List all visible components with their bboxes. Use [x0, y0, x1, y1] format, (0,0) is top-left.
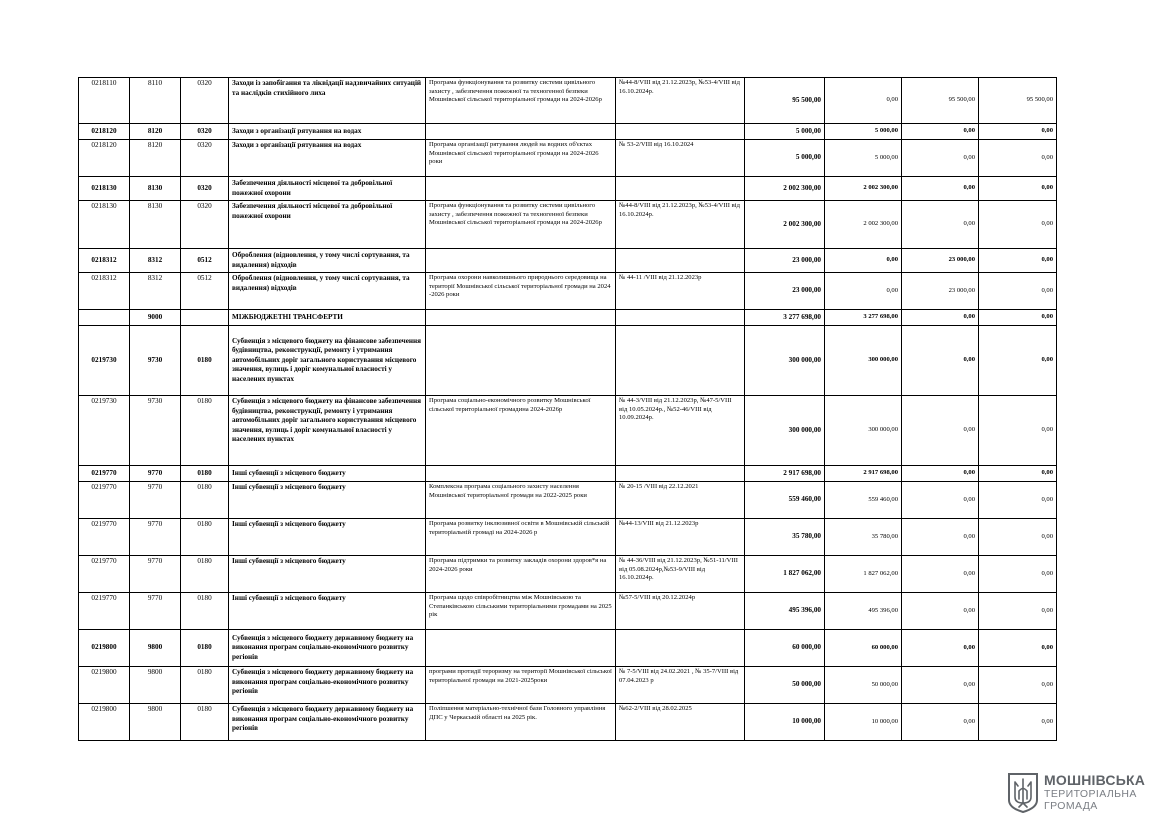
cell-classification-code: 0512 [181, 273, 229, 310]
cell-classification-code: 0320 [181, 177, 229, 201]
table-row [79, 78, 1057, 124]
cell-program-name: Забезпечення діяльності місцевої та добровільної пожежної охорони [229, 201, 426, 249]
cell-classification-code: 0180 [181, 396, 229, 466]
cell-function-code: 9730 [130, 396, 181, 466]
cell-general-fund: 50 000,00 [825, 667, 902, 704]
cell-development-budget: 0,00 [979, 630, 1057, 667]
cell-target-program [426, 310, 616, 326]
logo-subtitle-2: ГРОМАДА [1044, 800, 1098, 812]
cell-decision-ref [616, 310, 745, 326]
cell-decision-ref [616, 466, 745, 482]
table-row [79, 396, 1057, 466]
cell-general-fund: 2 002 300,00 [825, 177, 902, 201]
cell-special-fund: 0,00 [902, 310, 979, 326]
cell-function-code: 8312 [130, 249, 181, 273]
cell-function-code: 8110 [130, 78, 181, 124]
cell-development-budget: 0,00 [979, 704, 1057, 741]
cell-program-code: 0219770 [79, 466, 130, 482]
cell-decision-ref: №57-5/VIII від 20.12.2024р [616, 593, 745, 630]
cell-program-code: 0218120 [79, 124, 130, 140]
cell-special-fund: 0,00 [902, 140, 979, 177]
cell-function-code: 9770 [130, 593, 181, 630]
cell-general-fund: 0,00 [825, 249, 902, 273]
cell-special-fund: 0,00 [902, 593, 979, 630]
cell-special-fund: 23 000,00 [902, 273, 979, 310]
cell-development-budget: 0,00 [979, 124, 1057, 140]
cell-general-fund: 5 000,00 [825, 124, 902, 140]
table-row-summary [79, 630, 1057, 667]
cell-special-fund: 0,00 [902, 630, 979, 667]
cell-program-code: 0219730 [79, 326, 130, 396]
cell-total: 5 000,00 [745, 140, 825, 177]
table-row [79, 593, 1057, 630]
cell-function-code: 9800 [130, 630, 181, 667]
cell-special-fund: 0,00 [902, 482, 979, 519]
cell-target-program: Програма охорони навколишнього природнього середовища на території Мошнівської сільської територіальної громади на 2024 -2026 роки [426, 273, 616, 310]
cell-program-name: Заходи з організації рятування на водах [229, 140, 426, 177]
cell-general-fund: 2 917 698,00 [825, 466, 902, 482]
cell-program-name: Субвенція з місцевого бюджету державному бюджету на виконання програм соціально-економічного розвитку регіонів [229, 704, 426, 741]
cell-program-code [79, 310, 130, 326]
cell-development-budget: 0,00 [979, 482, 1057, 519]
cell-total: 5 000,00 [745, 124, 825, 140]
cell-program-code: 0218130 [79, 201, 130, 249]
cell-decision-ref: №44-8/VIII від 21.12.2023р, №53-4/VIII від 16.10.2024р. [616, 201, 745, 249]
cell-special-fund: 0,00 [902, 396, 979, 466]
cell-development-budget: 0,00 [979, 593, 1057, 630]
cell-decision-ref: №62-2/VIII від 28.02.2025 [616, 704, 745, 741]
table-row [79, 704, 1057, 741]
cell-function-code: 8312 [130, 273, 181, 310]
cell-program-code: 0218110 [79, 78, 130, 124]
cell-development-budget: 0,00 [979, 466, 1057, 482]
cell-function-code: 9000 [130, 310, 181, 326]
cell-general-fund: 10 000,00 [825, 704, 902, 741]
table-body [79, 78, 1057, 741]
cell-decision-ref [616, 124, 745, 140]
cell-target-program [426, 177, 616, 201]
cell-development-budget: 0,00 [979, 667, 1057, 704]
cell-program-code: 0219770 [79, 556, 130, 593]
cell-classification-code: 0180 [181, 466, 229, 482]
cell-program-code: 0219770 [79, 593, 130, 630]
cell-program-code: 0219770 [79, 519, 130, 556]
cell-program-code: 0218312 [79, 249, 130, 273]
cell-program-name: Інші субвенції з місцевого бюджету [229, 556, 426, 593]
cell-development-budget: 0,00 [979, 177, 1057, 201]
cell-total: 23 000,00 [745, 273, 825, 310]
cell-decision-ref: № 7-5/VIII від 24.02.2021 , № 35-7/VIII від 07.04.2023 р [616, 667, 745, 704]
cell-general-fund: 1 827 062,00 [825, 556, 902, 593]
cell-decision-ref: № 20-15 /VIII від 22.12.2021 [616, 482, 745, 519]
cell-total: 2 002 300,00 [745, 177, 825, 201]
cell-classification-code: 0512 [181, 249, 229, 273]
cell-program-name: Інші субвенції з місцевого бюджету [229, 593, 426, 630]
cell-program-code: 0218130 [79, 177, 130, 201]
cell-function-code: 9730 [130, 326, 181, 396]
cell-function-code: 9800 [130, 667, 181, 704]
cell-function-code: 8130 [130, 177, 181, 201]
cell-special-fund: 0,00 [902, 124, 979, 140]
cell-development-budget: 95 500,00 [979, 78, 1057, 124]
table-row [79, 273, 1057, 310]
cell-program-code: 0219800 [79, 630, 130, 667]
cell-program-code: 0219800 [79, 667, 130, 704]
cell-special-fund: 0,00 [902, 466, 979, 482]
cell-development-budget: 0,00 [979, 273, 1057, 310]
cell-general-fund: 35 780,00 [825, 519, 902, 556]
cell-total: 2 002 300,00 [745, 201, 825, 249]
table-row [79, 482, 1057, 519]
cell-classification-code: 0320 [181, 124, 229, 140]
cell-program-name: Інші субвенції з місцевого бюджету [229, 466, 426, 482]
cell-classification-code: 0320 [181, 201, 229, 249]
cell-target-program [426, 466, 616, 482]
cell-decision-ref [616, 249, 745, 273]
cell-program-name: Заходи із запобігання та ліквідації надзвичайних ситуацій та наслідків стихійного лиха [229, 78, 426, 124]
cell-classification-code: 0180 [181, 593, 229, 630]
cell-program-code: 0219770 [79, 482, 130, 519]
cell-function-code: 8130 [130, 201, 181, 249]
cell-decision-ref [616, 630, 745, 667]
cell-target-program: Комплексна програма соціального захисту населення Мошнівської територіальної громади на 2022-2025 роки [426, 482, 616, 519]
cell-program-name: МІЖБЮДЖЕТНІ ТРАНСФЕРТИ [229, 310, 426, 326]
cell-general-fund: 5 000,00 [825, 140, 902, 177]
cell-program-name: Забезпечення діяльності місцевої та добровільної пожежної охорони [229, 177, 426, 201]
cell-program-code: 0218120 [79, 140, 130, 177]
cell-target-program [426, 630, 616, 667]
cell-development-budget: 0,00 [979, 140, 1057, 177]
cell-development-budget: 0,00 [979, 310, 1057, 326]
table-row [79, 556, 1057, 593]
cell-target-program: Програма розвитку інклюзивної освіти в Мошнівській сільській територіальній громаді на 2024-2026 р [426, 519, 616, 556]
cell-general-fund: 300 000,00 [825, 396, 902, 466]
cell-total: 10 000,00 [745, 704, 825, 741]
cell-function-code: 9770 [130, 556, 181, 593]
cell-decision-ref: №44-8/VIII від 21.12.2023р, №53-4/VIII від 16.10.2024р. [616, 78, 745, 124]
cell-general-fund: 3 277 698,00 [825, 310, 902, 326]
table-row [79, 667, 1057, 704]
cell-total: 300 000,00 [745, 396, 825, 466]
table-row-summary [79, 326, 1057, 396]
cell-program-name: Субвенція з місцевого бюджету державному бюджету на виконання програм соціально-економічного розвитку регіонів [229, 667, 426, 704]
table-row-summary [79, 466, 1057, 482]
cell-general-fund: 559 460,00 [825, 482, 902, 519]
logo-subtitle-1: ТЕРИТОРІАЛЬНА [1044, 788, 1137, 800]
cell-target-program [426, 326, 616, 396]
cell-total: 495 396,00 [745, 593, 825, 630]
table-row [79, 201, 1057, 249]
cell-classification-code: 0180 [181, 326, 229, 396]
cell-classification-code: 0180 [181, 482, 229, 519]
cell-decision-ref: № 44-3/VIII від 21.12.2023р, №47-5/VIII від 10.05.2024р., №52-46/VIII від 10.09.2024р. [616, 396, 745, 466]
cell-target-program: Програма соціально-економічного розвитку Мошнівської сільської територіальної громадина 2024-2026р [426, 396, 616, 466]
cell-program-code: 0219730 [79, 396, 130, 466]
cell-general-fund: 2 002 300,00 [825, 201, 902, 249]
table-row-summary [79, 124, 1057, 140]
cell-target-program [426, 124, 616, 140]
cell-decision-ref: № 44-36/VIII від 21.12.2023р, №51-11/VIII від 05.08.2024р,№53-9/VIII від 16.10.2024р. [616, 556, 745, 593]
cell-classification-code: 0320 [181, 140, 229, 177]
cell-development-budget: 0,00 [979, 556, 1057, 593]
cell-target-program: Поліпшення матеріально-технічної бази Головного управління ДПС у Черкаській області на 2025 рік. [426, 704, 616, 741]
cell-target-program: Програма функціонування та розвитку системи цивільного захисту , забезпечення пожежної та техногенної безпеки Мошнівської сільської територіальної громади на 2024-2026р [426, 78, 616, 124]
cell-program-name: Оброблення (відновлення, у тому числі сортування, та видалення) відходів [229, 273, 426, 310]
cell-special-fund: 0,00 [902, 326, 979, 396]
cell-total: 1 827 062,00 [745, 556, 825, 593]
cell-special-fund: 95 500,00 [902, 78, 979, 124]
cell-special-fund: 0,00 [902, 704, 979, 741]
cell-total: 50 000,00 [745, 667, 825, 704]
logo-title: МОШНІВСЬКА [1044, 772, 1146, 788]
cell-target-program: Програма підтримки та розвитку закладів охорони здоров*я на 2024-2026 роки [426, 556, 616, 593]
cell-special-fund: 23 000,00 [902, 249, 979, 273]
cell-program-name: Інші субвенції з місцевого бюджету [229, 519, 426, 556]
cell-target-program: Програма організації рятування людей на водних об'єктах Мошнівської сільської територіальної громади на 2024-2026 роки [426, 140, 616, 177]
cell-classification-code: 0180 [181, 556, 229, 593]
cell-program-name: Субвенція з місцевого бюджету на фінансове забезпечення будівництва, реконструкції, ремонту і утримання автомобільних доріг загального користування місцевого значення, вулиць і доріг комунальної власності у населених пунктах [229, 326, 426, 396]
cell-total: 60 000,00 [745, 630, 825, 667]
cell-program-name: Субвенція з місцевого бюджету державному бюджету на виконання програм соціально-економічного розвитку регіонів [229, 630, 426, 667]
cell-special-fund: 0,00 [902, 667, 979, 704]
table-row [79, 140, 1057, 177]
cell-function-code: 9770 [130, 466, 181, 482]
cell-decision-ref: № 53-2/VIII від 16.10.2024 [616, 140, 745, 177]
cell-decision-ref [616, 326, 745, 396]
cell-development-budget: 0,00 [979, 249, 1057, 273]
cell-target-program: Програма щодо співробітництва між Мошнівською та Степанківською сільськими територіальними громадами на 2025 рік [426, 593, 616, 630]
cell-total: 95 500,00 [745, 78, 825, 124]
cell-special-fund: 0,00 [902, 177, 979, 201]
cell-program-name: Заходи з організації рятування на водах [229, 124, 426, 140]
cell-classification-code: 0180 [181, 704, 229, 741]
cell-classification-code [181, 310, 229, 326]
cell-special-fund: 0,00 [902, 201, 979, 249]
cell-development-budget: 0,00 [979, 396, 1057, 466]
trident-emblem-icon [1008, 773, 1038, 813]
cell-general-fund: 495 396,00 [825, 593, 902, 630]
cell-special-fund: 0,00 [902, 519, 979, 556]
table-row [79, 519, 1057, 556]
cell-program-code: 0218312 [79, 273, 130, 310]
table-row-summary [79, 249, 1057, 273]
cell-total: 559 460,00 [745, 482, 825, 519]
cell-function-code: 8120 [130, 140, 181, 177]
cell-classification-code: 0180 [181, 630, 229, 667]
cell-special-fund: 0,00 [902, 556, 979, 593]
cell-total: 2 917 698,00 [745, 466, 825, 482]
cell-program-name: Інші субвенції з місцевого бюджету [229, 482, 426, 519]
cell-function-code: 8120 [130, 124, 181, 140]
cell-development-budget: 0,00 [979, 326, 1057, 396]
table-row-summary [79, 310, 1057, 326]
budget-programs-table [78, 77, 1057, 741]
cell-total: 300 000,00 [745, 326, 825, 396]
cell-function-code: 9800 [130, 704, 181, 741]
cell-general-fund: 60 000,00 [825, 630, 902, 667]
cell-program-name: Оброблення (відновлення, у тому числі сортування, та видалення) відходів [229, 249, 426, 273]
cell-general-fund: 300 000,00 [825, 326, 902, 396]
cell-decision-ref: № 44-11 /VIII від 21.12.2023р [616, 273, 745, 310]
cell-total: 35 780,00 [745, 519, 825, 556]
cell-decision-ref [616, 177, 745, 201]
table-row-summary [79, 177, 1057, 201]
cell-general-fund: 0,00 [825, 273, 902, 310]
cell-classification-code: 0320 [181, 78, 229, 124]
cell-function-code: 9770 [130, 482, 181, 519]
cell-program-name: Субвенція з місцевого бюджету на фінансове забезпечення будівництва, реконструкції, ремонту і утримання автомобільних доріг загального користування місцевого значення, вулиць і доріг комунальної власності у населених пунктах [229, 396, 426, 466]
cell-function-code: 9770 [130, 519, 181, 556]
community-logo [1008, 772, 1160, 816]
cell-development-budget: 0,00 [979, 519, 1057, 556]
cell-target-program: Програма функціонування та розвитку системи цивільного захисту , забезпечення пожежної та техногенної безпеки Мошнівської сільської територіальної громади на 2024-2026р [426, 201, 616, 249]
cell-decision-ref: №44-13/VIII від 21.12.2023р [616, 519, 745, 556]
cell-general-fund: 0,00 [825, 78, 902, 124]
cell-classification-code: 0180 [181, 519, 229, 556]
cell-development-budget: 0,00 [979, 201, 1057, 249]
cell-target-program [426, 249, 616, 273]
cell-target-program: програми протидії тероризму на території Мошнівської сільської територіальної громади на 2021-2025роки [426, 667, 616, 704]
cell-classification-code: 0180 [181, 667, 229, 704]
cell-total: 23 000,00 [745, 249, 825, 273]
cell-program-code: 0219800 [79, 704, 130, 741]
cell-total: 3 277 698,00 [745, 310, 825, 326]
